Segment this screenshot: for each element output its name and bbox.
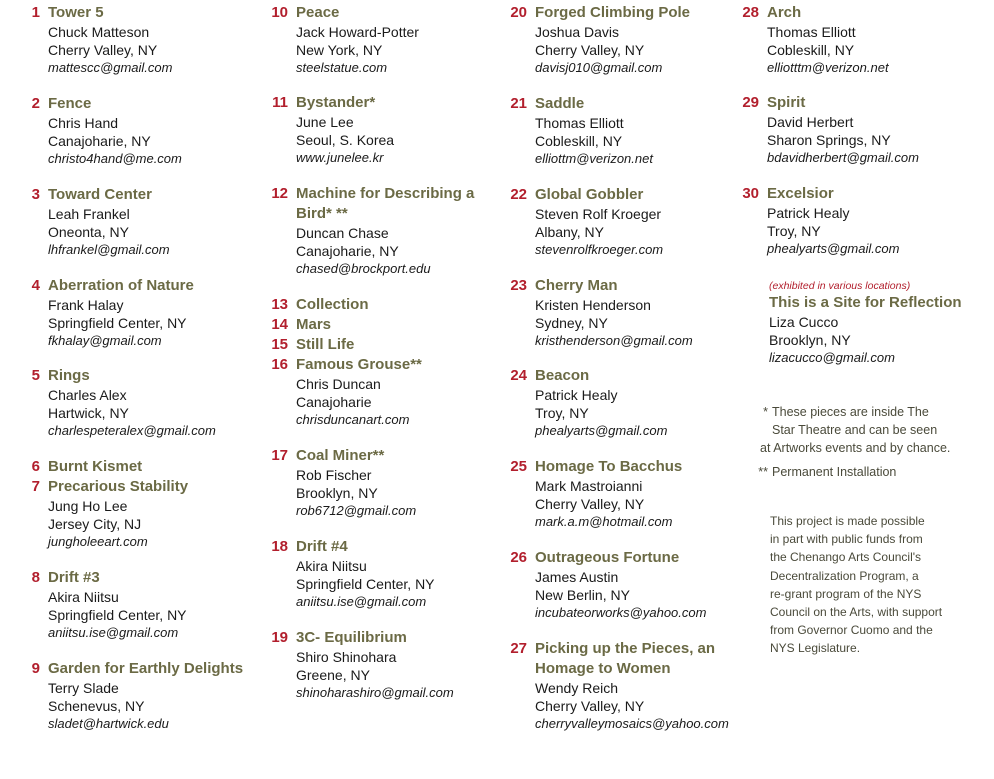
artist-name: Patrick Healy bbox=[535, 387, 618, 403]
artwork-number: 25 bbox=[510, 458, 527, 475]
artwork-number: 16 bbox=[271, 356, 288, 373]
special-note: (exhibited in various locations) bbox=[769, 280, 911, 292]
artist-contact: www.junelee.kr bbox=[296, 150, 384, 165]
artwork-title: Drift #4 bbox=[296, 538, 348, 555]
credit-line: in part with public funds from bbox=[770, 532, 923, 547]
artist-location: Troy, NY bbox=[767, 223, 821, 239]
artist-location: Albany, NY bbox=[535, 224, 604, 240]
artwork-title: Saddle bbox=[535, 95, 585, 112]
artist-location: Cherry Valley, NY bbox=[535, 698, 645, 714]
special-title: This is a Site for Reflection bbox=[769, 294, 962, 311]
artwork-number: 26 bbox=[510, 549, 527, 566]
artist-location: Cobleskill, NY bbox=[767, 42, 855, 58]
artist-contact: steelstatue.com bbox=[296, 60, 388, 75]
artwork-number: 4 bbox=[31, 277, 40, 294]
artist-name: Chuck Matteson bbox=[48, 24, 150, 40]
artist-location: Canajoharie bbox=[296, 394, 372, 410]
artwork-title: Mars bbox=[296, 316, 332, 333]
artist-location: Seoul, S. Korea bbox=[296, 132, 395, 148]
artist-location: Jersey City, NJ bbox=[48, 516, 142, 532]
footnote-single-line: These pieces are inside The bbox=[772, 405, 929, 419]
artwork-number: 27 bbox=[510, 640, 527, 657]
artwork-entry bbox=[10, 477, 188, 551]
artwork-title: Precarious Stability bbox=[48, 478, 189, 495]
artwork-entry bbox=[258, 355, 422, 429]
artwork-number: 28 bbox=[742, 4, 759, 21]
artwork-entry bbox=[729, 3, 889, 77]
artwork-number: 20 bbox=[510, 4, 527, 21]
artist-location: Cobleskill, NY bbox=[535, 133, 623, 149]
artist-name: Chris Duncan bbox=[296, 376, 381, 392]
artwork-entry bbox=[10, 457, 142, 477]
artist-name: Frank Halay bbox=[48, 297, 124, 313]
artwork-number: 21 bbox=[510, 95, 527, 112]
artwork-title: Still Life bbox=[296, 336, 355, 353]
footnote-single-mark: * bbox=[763, 405, 768, 419]
artist-location: Greene, NY bbox=[296, 667, 370, 683]
artwork-number: 2 bbox=[31, 95, 40, 112]
artist-location: Springfield Center, NY bbox=[48, 607, 187, 623]
artist-name: Duncan Chase bbox=[296, 225, 389, 241]
artist-name: Terry Slade bbox=[48, 680, 119, 696]
artwork-title: Toward Center bbox=[48, 186, 152, 203]
artist-contact: aniitsu.ise@gmail.com bbox=[296, 594, 427, 609]
artist-name: Joshua Davis bbox=[535, 24, 620, 40]
artwork-title: Cherry Man bbox=[535, 277, 618, 294]
artwork-number: 14 bbox=[271, 316, 288, 333]
artwork-entry bbox=[497, 94, 653, 168]
special-artist: Liza Cucco bbox=[769, 314, 839, 330]
artwork-entry bbox=[497, 185, 663, 259]
artwork-number: 17 bbox=[271, 447, 288, 464]
artist-contact: mark.a.m@hotmail.com bbox=[535, 514, 673, 529]
artist-contact: jungholeeart.com bbox=[48, 534, 148, 549]
artwork-title: Bystander* bbox=[296, 94, 376, 111]
footnote-single-line: Star Theatre and can be seen bbox=[772, 423, 938, 437]
artwork-title: Machine for Describing a Bird* ** bbox=[296, 185, 475, 222]
artist-name: James Austin bbox=[535, 569, 619, 585]
artwork-title: Collection bbox=[296, 296, 369, 313]
artwork-number: 1 bbox=[31, 4, 40, 21]
artist-contact: mattescc@gmail.com bbox=[48, 60, 173, 75]
artwork-entry bbox=[258, 295, 369, 315]
artist-location: Springfield Center, NY bbox=[48, 315, 187, 331]
artist-location: Oneonta, NY bbox=[48, 224, 129, 240]
artist-contact: elliotttm@verizon.net bbox=[767, 60, 889, 75]
artist-location: Springfield Center, NY bbox=[296, 576, 435, 592]
artwork-entry bbox=[10, 3, 172, 77]
artist-contact: rob6712@gmail.com bbox=[296, 503, 417, 518]
credit-line: This project is made possible bbox=[770, 514, 925, 528]
artist-name: Jung Ho Lee bbox=[48, 498, 128, 514]
artist-name: Wendy Reich bbox=[535, 680, 619, 696]
artist-location: Cherry Valley, NY bbox=[535, 496, 645, 512]
artist-contact: kristhenderson@gmail.com bbox=[535, 333, 693, 348]
artwork-title: 3C- Equilibrium bbox=[296, 629, 407, 646]
artwork-title: Peace bbox=[296, 4, 340, 21]
special-entry bbox=[731, 279, 962, 367]
artwork-entry bbox=[10, 366, 216, 440]
artwork-title: Excelsior bbox=[767, 185, 834, 202]
artist-location: Canajoharie, NY bbox=[296, 243, 399, 259]
special-location: Brooklyn, NY bbox=[769, 332, 851, 348]
artwork-title: Fence bbox=[48, 95, 92, 112]
artwork-number: 22 bbox=[510, 186, 527, 203]
artwork-entry bbox=[497, 548, 706, 622]
artwork-title: Picking up the Pieces, an Homage to Women bbox=[535, 640, 716, 677]
artist-contact: elliottm@verizon.net bbox=[535, 151, 653, 166]
artist-name: Mark Mastroianni bbox=[535, 478, 643, 494]
artwork-entry bbox=[258, 628, 454, 702]
credit-line: from Governor Cuomo and the bbox=[770, 623, 933, 638]
credit-line: the Chenango Arts Council's bbox=[770, 550, 922, 565]
artwork-entry bbox=[10, 568, 187, 642]
artwork-entry bbox=[497, 366, 667, 440]
artwork-entry bbox=[497, 3, 690, 77]
artist-contact: davisj010@gmail.com bbox=[535, 60, 663, 75]
artist-name: Akira Niitsu bbox=[296, 558, 367, 574]
artist-location: Canajoharie, NY bbox=[48, 133, 151, 149]
artist-name: Thomas Elliott bbox=[767, 24, 856, 40]
artwork-entry bbox=[258, 446, 416, 520]
artist-name: Akira Niitsu bbox=[48, 589, 119, 605]
footnote-single-line: at Artworks events and by chance. bbox=[760, 441, 951, 455]
artwork-number: 23 bbox=[510, 277, 527, 294]
artist-contact: stevenrolfkroeger.com bbox=[535, 242, 664, 257]
artwork-title: Global Gobbler bbox=[535, 186, 644, 203]
artist-location: Sharon Springs, NY bbox=[767, 132, 891, 148]
artwork-entry bbox=[258, 93, 394, 167]
artwork-number: 9 bbox=[31, 660, 40, 677]
artwork-title: Rings bbox=[48, 367, 90, 384]
artist-contact: incubateorworks@yahoo.com bbox=[535, 605, 707, 620]
artist-location: Cherry Valley, NY bbox=[48, 42, 158, 58]
artwork-number: 19 bbox=[271, 629, 288, 646]
artist-contact: phealyarts@gmail.com bbox=[535, 423, 668, 438]
artwork-title: Aberration of Nature bbox=[48, 277, 194, 294]
footnote-double-mark: ** bbox=[758, 465, 768, 479]
artist-contact: charlespeteralex@gmail.com bbox=[48, 423, 216, 438]
artist-contact: lhfrankel@gmail.com bbox=[48, 242, 170, 257]
artist-name: Shiro Shinohara bbox=[296, 649, 397, 665]
artwork-number: 8 bbox=[31, 569, 40, 586]
artist-contact: phealyarts@gmail.com bbox=[767, 241, 900, 256]
artwork-title: Homage To Bacchus bbox=[535, 458, 683, 475]
artwork-entry bbox=[258, 315, 331, 335]
artwork-number: 29 bbox=[742, 94, 759, 111]
artwork-entry bbox=[10, 276, 194, 350]
funding-credit bbox=[770, 512, 970, 658]
artist-location: Brooklyn, NY bbox=[296, 485, 378, 501]
artwork-title: Outrageous Fortune bbox=[535, 549, 680, 566]
artist-name: Steven Rolf Kroeger bbox=[535, 206, 662, 222]
credit-line: re-grant program of the NYS bbox=[770, 586, 922, 601]
artwork-number: 30 bbox=[742, 185, 759, 202]
artist-name: Rob Fischer bbox=[296, 467, 372, 483]
artist-location: Cherry Valley, NY bbox=[535, 42, 645, 58]
artwork-entry bbox=[10, 94, 182, 168]
artwork-entry bbox=[497, 276, 693, 350]
footnote-single bbox=[738, 403, 988, 459]
artist-name: June Lee bbox=[296, 114, 354, 130]
credit-line: Decentralization Program, a bbox=[770, 568, 919, 583]
artist-location: Hartwick, NY bbox=[48, 405, 129, 421]
artwork-title: Forged Climbing Pole bbox=[535, 4, 691, 21]
artwork-title: Arch bbox=[767, 4, 802, 21]
artist-location: Troy, NY bbox=[535, 405, 589, 421]
artwork-number: 24 bbox=[510, 367, 527, 384]
artwork-title: Beacon bbox=[535, 367, 590, 384]
artist-location: Schenevus, NY bbox=[48, 698, 145, 714]
artist-name: Thomas Elliott bbox=[535, 115, 624, 131]
artist-name: Chris Hand bbox=[48, 115, 119, 131]
artwork-entry bbox=[497, 639, 735, 733]
artwork-title: Coal Miner** bbox=[296, 447, 385, 464]
artwork-number: 3 bbox=[31, 186, 40, 203]
credit-line: NYS Legislature. bbox=[770, 641, 861, 656]
footnote-double bbox=[738, 463, 988, 481]
artist-location: New Berlin, NY bbox=[535, 587, 630, 603]
artwork-entry bbox=[10, 185, 170, 259]
credit-line: Council on the Arts, with support bbox=[770, 605, 943, 620]
artist-contact: shinoharashiro@gmail.com bbox=[296, 685, 454, 700]
artwork-title: Famous Grouse** bbox=[296, 356, 422, 373]
artwork-number: 15 bbox=[271, 336, 288, 353]
artist-location: Sydney, NY bbox=[535, 315, 608, 331]
artwork-entry bbox=[10, 659, 243, 733]
artist-contact: christo4hand@me.com bbox=[48, 151, 182, 166]
artist-name: Patrick Healy bbox=[767, 205, 850, 221]
artwork-number: 13 bbox=[271, 296, 288, 313]
artwork-entry bbox=[258, 537, 435, 611]
artwork-entry bbox=[729, 184, 899, 258]
artist-name: David Herbert bbox=[767, 114, 854, 130]
artist-contact: bdavidherbert@gmail.com bbox=[767, 150, 919, 165]
artist-contact: sladet@hartwick.edu bbox=[48, 716, 169, 731]
footnote-double-text: Permanent Installation bbox=[772, 465, 897, 479]
artist-contact: chased@brockport.edu bbox=[296, 261, 431, 276]
artwork-number: 6 bbox=[31, 458, 40, 475]
artwork-title: Burnt Kismet bbox=[48, 458, 143, 475]
artwork-number: 18 bbox=[271, 538, 288, 555]
artist-contact: fkhalay@gmail.com bbox=[48, 333, 162, 348]
artwork-title: Spirit bbox=[767, 94, 806, 111]
artist-contact: chrisduncanart.com bbox=[296, 412, 410, 427]
artist-name: Charles Alex bbox=[48, 387, 127, 403]
artwork-number: 12 bbox=[271, 185, 288, 202]
artist-name: Jack Howard-Potter bbox=[296, 24, 419, 40]
artwork-number: 10 bbox=[271, 4, 288, 21]
artwork-entry bbox=[258, 184, 476, 278]
artwork-title: Drift #3 bbox=[48, 569, 100, 586]
artist-location: New York, NY bbox=[296, 42, 383, 58]
artwork-number: 11 bbox=[272, 94, 288, 111]
artist-contact: aniitsu.ise@gmail.com bbox=[48, 625, 179, 640]
artwork-number: 7 bbox=[31, 478, 40, 495]
special-email: lizacucco@gmail.com bbox=[769, 350, 895, 365]
artwork-title: Garden for Earthly Delights bbox=[48, 660, 244, 677]
artwork-title: Tower 5 bbox=[48, 4, 104, 21]
artwork-entry bbox=[729, 93, 919, 167]
artwork-entry bbox=[258, 335, 354, 355]
artist-name: Kristen Henderson bbox=[535, 297, 651, 313]
artwork-entry bbox=[258, 3, 419, 77]
artist-name: Leah Frankel bbox=[48, 206, 130, 222]
artwork-number: 5 bbox=[31, 367, 40, 384]
artwork-entry bbox=[497, 457, 682, 531]
artist-contact: cherryvalleymosaics@yahoo.com bbox=[535, 716, 729, 731]
